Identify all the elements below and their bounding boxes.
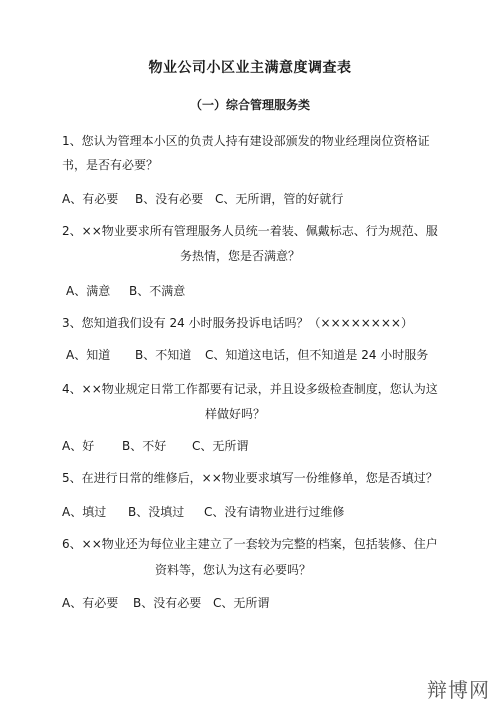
question-4-options [62,437,248,455]
question-6-option-c: C、无所谓 [213,596,270,610]
question-6-line-1: 6、××物业还为每位业主建立了一套较为完整的档案，包括装修、住户 [62,537,438,551]
question-5-option-a: A、填过 [62,505,107,519]
question-6-options [62,594,269,612]
question-6-option-a: A、有必要 [62,596,119,610]
question-3-option-a: A、知道 [66,348,111,362]
question-5-line-1: 5、在进行日常的维修后，××物业要求填写一份维修单，您是否填过？ [62,471,438,485]
question-5-options [62,503,344,521]
question-5-option-c: C、没有请物业进行过维修 [204,505,345,519]
question-2-line-1: 2、××物业要求所有管理服务人员统一着装、佩戴标志、行为规范、服 [62,224,438,238]
question-4-option-b: B、不好 [122,439,167,453]
question-1-option-b: B、没有必要 [135,192,204,206]
question-2-option-a: A、满意 [66,284,111,298]
question-1-line-1: 1、您认为管理本小区的负责人持有建设部颁发的物业经理岗位资格证 [62,134,430,148]
question-3-option-c: C、知道这电话，但不知道是 24 小时服务 [205,348,429,362]
document-title: 物业公司小区业主满意度调查表 [148,60,352,76]
question-2-options [66,282,185,300]
question-3-line-1: 3、您知道我们设有 24 小时服务投诉电话吗？（××××××××） [62,316,413,330]
question-4-option-a: A、好 [62,439,95,453]
question-1-options [62,190,343,208]
question-4-line-2: 样做好吗？ [205,407,266,421]
question-1-option-c: C、无所谓，管的好就行 [215,192,344,206]
question-1-line-2: 书，是否有必要？ [62,158,159,172]
question-2-line-2: 务热情，您是否满意？ [180,249,301,263]
question-1-option-a: A、有必要 [62,192,119,206]
section-heading: （一）综合管理服务类 [189,98,310,112]
question-5-option-b: B、没填过 [128,505,185,519]
question-3-option-b: B、不知道 [135,348,192,362]
question-6-line-2: 资料等，您认为这有必要吗？ [155,563,312,577]
question-4-option-c: C、无所谓 [192,439,249,453]
site-watermark: 辩博网 [427,678,490,702]
question-2-option-b: B、不满意 [129,284,186,298]
question-4-line-1: 4、××物业规定日常工作都要有记录，并且设多级检查制度，您认为这 [62,382,438,396]
question-6-option-b: B、没有必要 [133,596,202,610]
question-3-options [66,346,428,364]
